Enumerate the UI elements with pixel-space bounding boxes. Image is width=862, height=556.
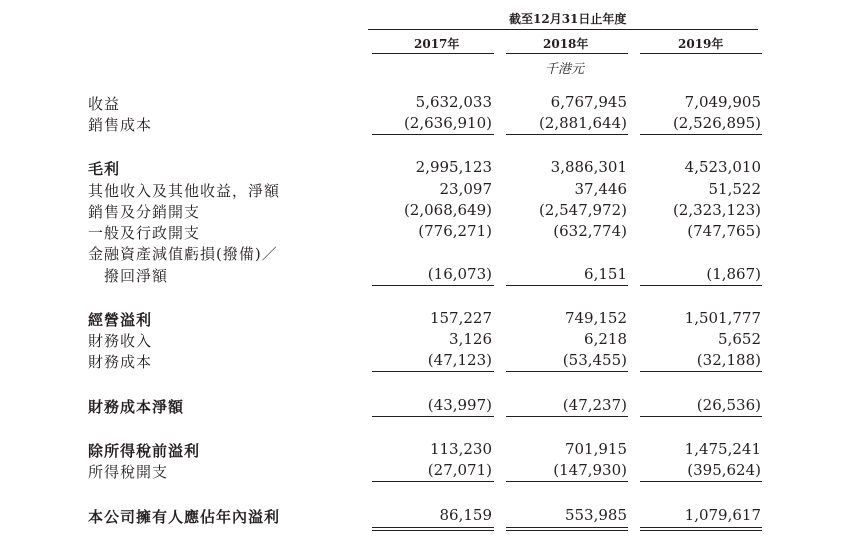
- value-2017: (16,073): [427, 265, 492, 283]
- value-2018: 3,886,301: [550, 158, 627, 176]
- year-rule-2017: [372, 53, 494, 54]
- value-2017: 157,227: [429, 309, 492, 327]
- value-2017: (2,068,649): [403, 201, 492, 219]
- row-label: 銷售成本: [88, 116, 153, 134]
- unit-label: 千港元: [545, 62, 585, 77]
- year-header-2017: 2017年: [414, 37, 460, 51]
- value-2018: (632,774): [553, 222, 627, 240]
- value-2017: 3,126: [449, 330, 492, 348]
- row-label: 銷售及分銷開支: [88, 203, 201, 221]
- value-2019: 5,652: [718, 330, 761, 348]
- header-rule: [368, 29, 758, 30]
- value-2018: (147,930): [553, 461, 627, 479]
- value-2019: (1,867): [706, 265, 761, 283]
- value-2018: 553,985: [564, 506, 627, 524]
- value-2018: (2,881,644): [538, 114, 627, 132]
- value-2018: (47,237): [562, 396, 627, 414]
- year-rule-2018: [506, 53, 628, 54]
- subtotal-rule: [506, 481, 628, 482]
- subtotal-rule: [506, 134, 628, 135]
- subtotal-rule: [640, 481, 762, 482]
- value-2019: (32,188): [696, 351, 761, 369]
- total-double-rule: [506, 527, 628, 528]
- value-2017: 2,995,123: [415, 158, 492, 176]
- value-2019: (2,526,895): [672, 114, 761, 132]
- row-label: 本公司擁有人應佔年內溢利: [88, 508, 281, 526]
- row-label: 其他收入及其他收益，淨額: [88, 182, 281, 200]
- row-label: 財務收入: [88, 332, 153, 350]
- value-2018: (53,455): [562, 351, 627, 369]
- row-label: 財務成本淨額: [88, 398, 185, 416]
- subtotal-rule: [372, 416, 494, 417]
- year-rule-2019: [640, 53, 762, 54]
- subtotal-rule: [506, 416, 628, 417]
- value-2017: (43,997): [427, 396, 492, 414]
- subtotal-rule: [372, 481, 494, 482]
- subtotal-rule: [506, 371, 628, 372]
- value-2019: 4,523,010: [684, 158, 761, 176]
- row-label: 經營溢利: [88, 311, 153, 329]
- value-2017: 113,230: [429, 440, 492, 458]
- value-2017: (2,636,910): [403, 114, 492, 132]
- value-2017: 23,097: [439, 180, 492, 198]
- value-2017: (27,071): [427, 461, 492, 479]
- row-label: 財務成本: [88, 353, 153, 371]
- value-2019: 1,475,241: [684, 440, 761, 458]
- total-double-rule: [372, 530, 494, 531]
- value-2018: 6,151: [584, 265, 627, 283]
- value-2019: (26,536): [696, 396, 761, 414]
- value-2018: (2,547,972): [538, 201, 627, 219]
- row-label: 金融資產減值虧損(撥備)／: [88, 245, 278, 263]
- value-2019: 1,501,777: [684, 309, 761, 327]
- total-double-rule: [372, 527, 494, 528]
- subtotal-rule: [372, 134, 494, 135]
- value-2017: 86,159: [439, 506, 492, 524]
- row-label: 一般及行政開支: [88, 224, 201, 242]
- value-2017: (776,271): [418, 222, 492, 240]
- value-2017: (47,123): [427, 351, 492, 369]
- total-double-rule: [506, 530, 628, 531]
- subtotal-rule: [372, 371, 494, 372]
- subtotal-rule: [640, 371, 762, 372]
- subtotal-rule: [506, 285, 628, 286]
- row-label: 所得稅開支: [88, 463, 169, 481]
- value-2019: (2,323,123): [672, 201, 761, 219]
- value-2017: 5,632,033: [415, 93, 492, 111]
- subtotal-rule: [640, 285, 762, 286]
- value-2019: 7,049,905: [684, 93, 761, 111]
- row-label: 毛利: [88, 160, 121, 178]
- total-double-rule: [640, 527, 762, 528]
- value-2019: (395,624): [687, 461, 761, 479]
- total-double-rule: [640, 530, 762, 531]
- value-2018: 701,915: [564, 440, 627, 458]
- value-2019: 1,079,617: [684, 506, 761, 524]
- subtotal-rule: [640, 416, 762, 417]
- value-2018: 6,218: [584, 330, 627, 348]
- year-header-2019: 2019年: [678, 37, 724, 51]
- year-header-2018: 2018年: [543, 37, 589, 51]
- period-heading: 截至12月31日止年度: [509, 12, 627, 26]
- value-2018: 37,446: [574, 180, 627, 198]
- row-label: 除所得稅前溢利: [88, 442, 201, 460]
- value-2019: 51,522: [708, 180, 761, 198]
- value-2019: (747,765): [687, 222, 761, 240]
- row-label-continued: 撥回淨額: [104, 267, 169, 285]
- value-2018: 6,767,945: [550, 93, 627, 111]
- row-label: 收益: [88, 95, 121, 113]
- subtotal-rule: [640, 134, 762, 135]
- subtotal-rule: [372, 285, 494, 286]
- value-2018: 749,152: [564, 309, 627, 327]
